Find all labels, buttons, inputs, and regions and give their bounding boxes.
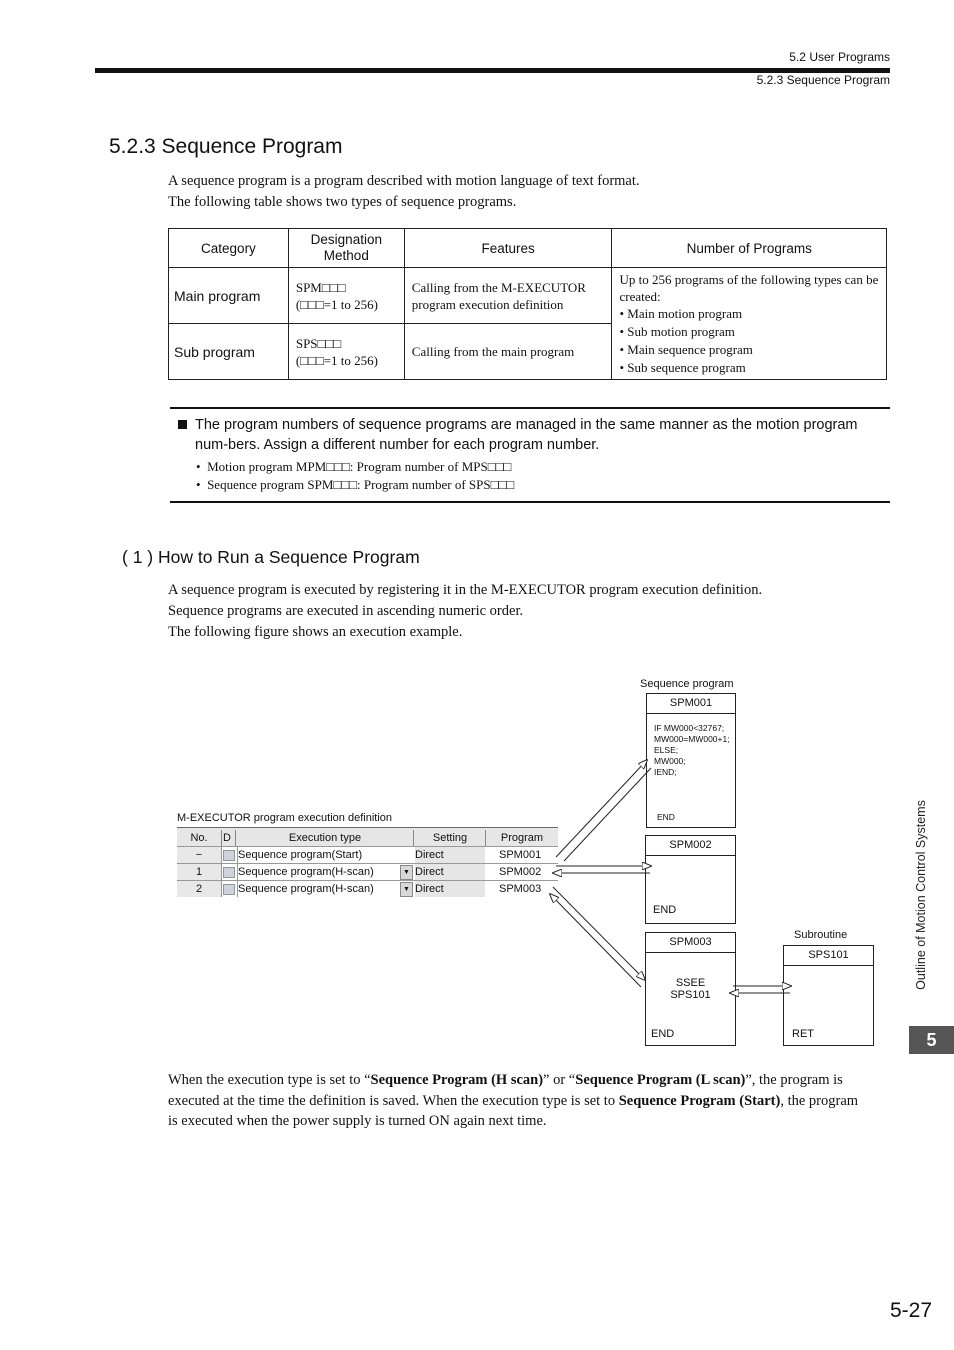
- sps101-end: RET: [792, 1028, 814, 1040]
- grid-header-setting: Setting: [415, 830, 486, 846]
- sequence-program-label: Sequence program: [640, 678, 734, 690]
- spm002-end: END: [653, 904, 677, 916]
- spm003-end: END: [651, 1028, 675, 1040]
- number-item: • Main sequence program: [619, 342, 753, 357]
- arrow-to-spm001: [556, 760, 647, 857]
- closing-line-3: is executed when the power supply is turned ON again next time.: [168, 1113, 547, 1129]
- arrow-to-spm003: [553, 887, 645, 980]
- cell-features: Calling from the main program: [404, 324, 612, 380]
- run-text-line-2: Sequence programs are executed in ascending numeric order.: [168, 603, 524, 619]
- grid-cell-no: 2: [177, 881, 222, 897]
- code-line: ELSE;: [654, 745, 679, 755]
- subroutine-label: Subroutine: [794, 929, 848, 941]
- grid-cell-no: 1: [177, 864, 222, 880]
- side-tab-label: Outline of Motion Control Systems: [914, 800, 928, 990]
- dropdown-arrow-icon[interactable]: ▼: [400, 882, 413, 897]
- run-text-line-1: A sequence program is executed by registering it in the M-EXECUTOR program execution definition.: [168, 582, 763, 598]
- grid-cell-type[interactable]: Sequence program(H-scan): [237, 864, 398, 880]
- designation-name: SPM□□□: [295, 279, 346, 295]
- spm001-name: SPM001: [647, 694, 735, 714]
- grid-cell-setting[interactable]: Direct: [415, 847, 485, 863]
- arrow-from-spm003: [550, 894, 641, 987]
- col-header-number: Number of Programs: [612, 229, 887, 268]
- number-item: • Sub motion program: [619, 324, 735, 339]
- spm003-call-target: SPS101: [670, 989, 711, 1001]
- cell-category: Main program: [169, 268, 289, 324]
- running-header-subsection: 5.2.3 Sequence Program: [756, 73, 890, 87]
- spm003-call-keyword: SSEE: [675, 977, 706, 989]
- grid-cell-program[interactable]: SPM002: [499, 866, 542, 878]
- col-header-designation: Designation Method: [288, 229, 404, 268]
- cell-features: Calling from the M-EXECUTOR program execution definition: [404, 268, 612, 324]
- grid-cell-program[interactable]: SPM001: [499, 849, 542, 861]
- intro-line-1: A sequence program is a program described with motion language of text format.: [168, 173, 640, 189]
- code-line: MW000;: [654, 756, 686, 766]
- code-line: IEND;: [654, 767, 677, 777]
- grid-cell-type[interactable]: Sequence program(H-scan): [237, 881, 398, 897]
- dropdown-arrow-icon[interactable]: ▼: [400, 865, 413, 880]
- grid-cell-setting[interactable]: Direct: [415, 864, 485, 880]
- chapter-tab[interactable]: 5: [909, 1026, 954, 1054]
- grid-cell-type[interactable]: Sequence program(Start): [237, 847, 414, 863]
- number-item: • Main motion program: [619, 306, 743, 321]
- closing-line-2: executed at the time the definition is saved. When the execution type is set to Sequence Program (Start), the program: [168, 1093, 859, 1109]
- intro-line-2: The following table shows two types of sequence programs.: [168, 194, 517, 210]
- grid-header-program: Program: [500, 832, 544, 844]
- section-title: 5.2.3 Sequence Program: [109, 135, 343, 158]
- closing-line-1: When the execution type is set to “Sequence Program (H scan)” or “Sequence Program (L scan)”, the program is: [168, 1072, 843, 1088]
- subsection-title: ( 1 ) How to Run a Sequence Program: [122, 547, 420, 567]
- number-item: • Sub sequence program: [619, 360, 746, 375]
- code-line: IF MW000<32767;: [654, 723, 725, 733]
- number-intro: Up to 256 programs of the following types can be created:: [619, 272, 879, 304]
- grid-cell-setting[interactable]: Direct: [415, 881, 485, 897]
- note-bullet: • Motion program MPM□□□: Program number of MPS□□□: [196, 459, 512, 474]
- arrow-to-spm001-return: [564, 768, 651, 861]
- run-text-line-3: The following figure shows an execution example.: [168, 624, 463, 640]
- running-header-section: 5.2 User Programs: [789, 50, 890, 64]
- grid-cell-program[interactable]: SPM003: [499, 883, 542, 895]
- grid-header-d: D: [223, 830, 236, 846]
- designation-name: SPS□□□: [295, 335, 342, 351]
- grid-header-no: No.: [177, 830, 222, 846]
- spm003-name: SPM003: [646, 933, 735, 953]
- sps101-name: SPS101: [784, 946, 873, 966]
- col-header-features: Features: [404, 229, 612, 268]
- grid-header-type: Execution type: [237, 830, 414, 846]
- designation-range: (□□□=1 to 256): [295, 296, 379, 312]
- spm002-name: SPM002: [646, 836, 735, 856]
- note-bullet: • Sequence program SPM□□□: Program number of SPS□□□: [196, 477, 515, 492]
- side-tab[interactable]: [909, 785, 933, 1005]
- cell-category: Sub program: [169, 324, 289, 380]
- code-line: MW000=MW000+1;: [654, 734, 730, 744]
- note-text: The program numbers of sequence programs are managed in the same manner as the motion program num-bers. Assign a different number for each program number.: [195, 417, 858, 453]
- spm001-end: END: [657, 812, 675, 822]
- grid-cell-no: −: [177, 847, 222, 863]
- definition-label: M-EXECUTOR program execution definition: [177, 812, 392, 824]
- col-header-category: Category: [169, 229, 289, 268]
- designation-range: (□□□=1 to 256): [295, 352, 379, 368]
- page-number: 5-27: [889, 1299, 932, 1322]
